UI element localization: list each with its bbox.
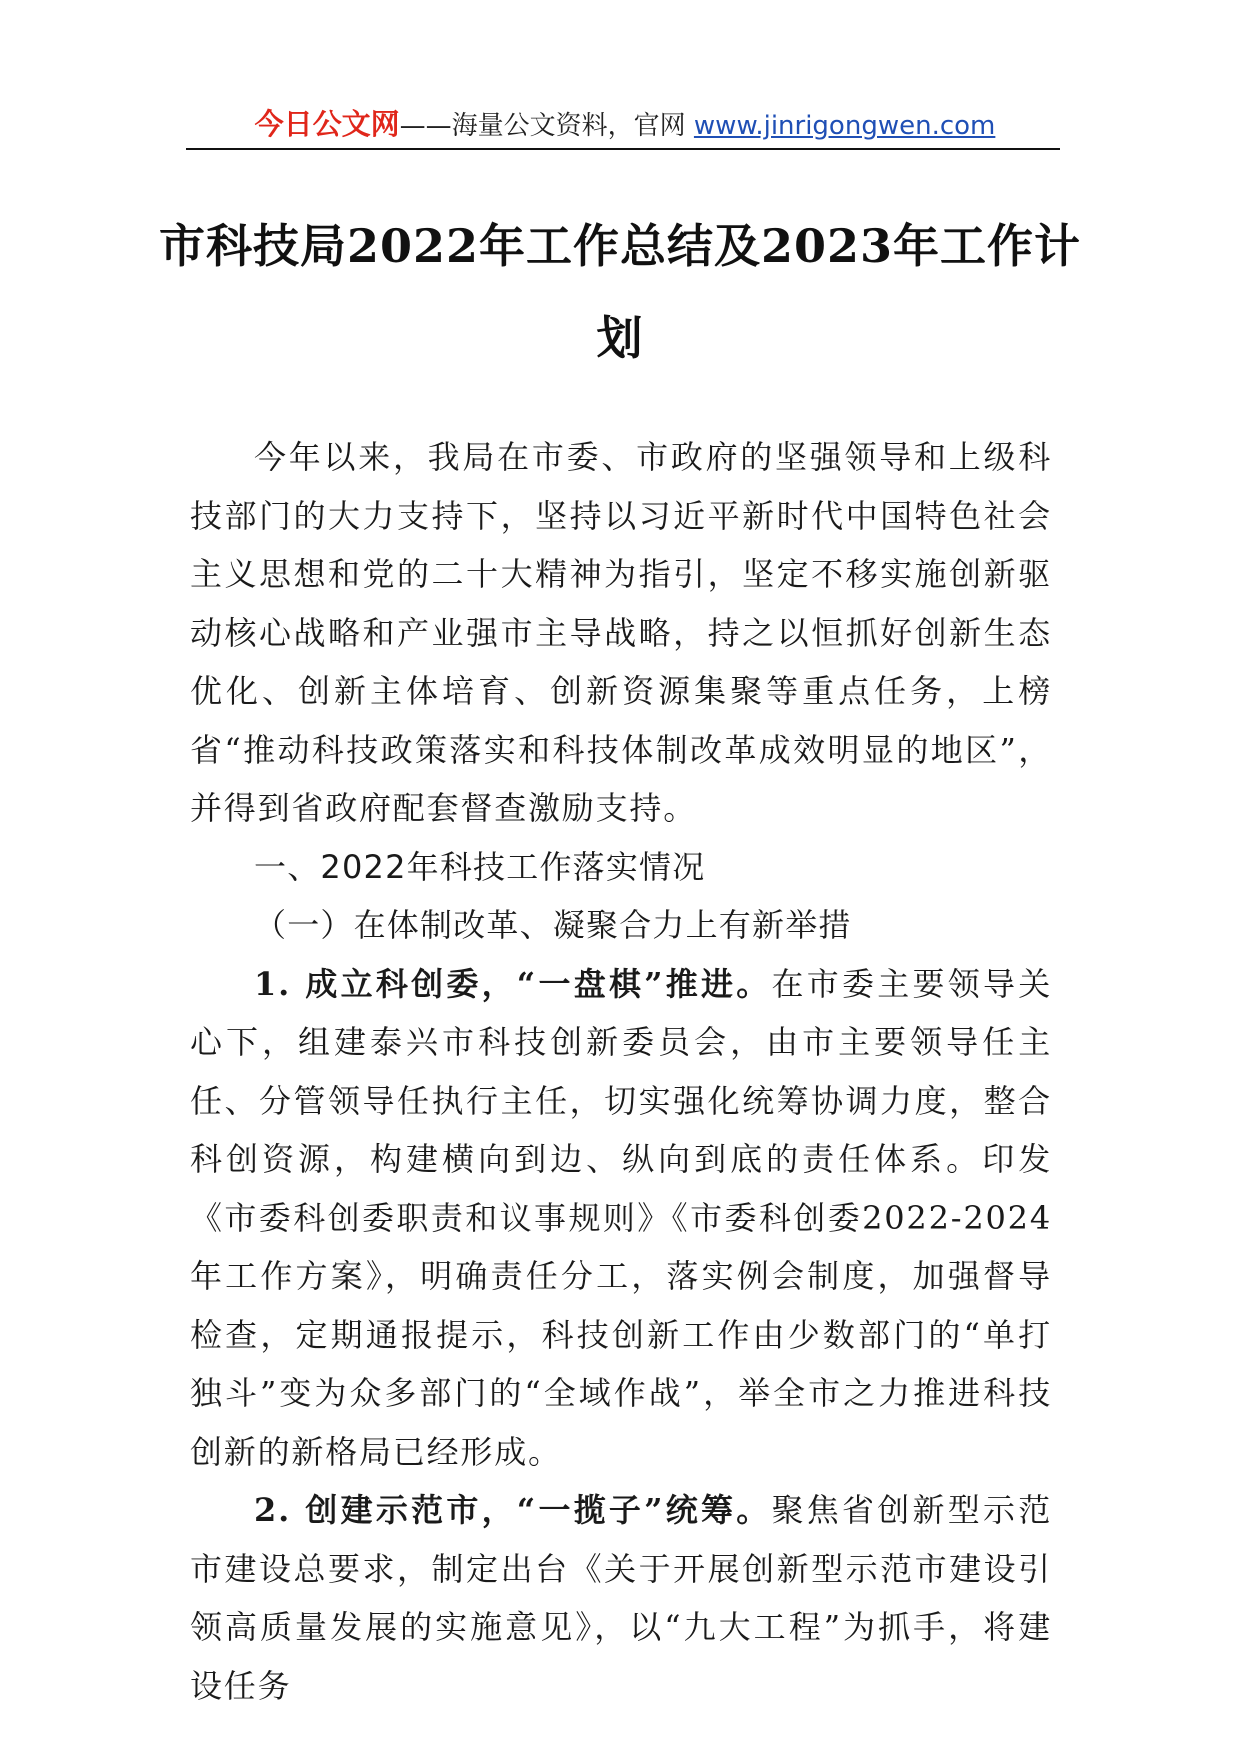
site-header xyxy=(190,104,1060,144)
intro-paragraph: 今年以来，我局在市委、市政府的坚强领导和上级科技部门的大力支持下，坚持以习近平新时代中国特色社会主义思想和党的二十大精神为指引，坚定不移实施创新驱动核心战略和产业强市主导战略，持之以恒抓好创新生态优化、创新主体培育、创新资源集聚等重点任务，上榜省“推动科技政策落实和科技体制改革成效明显的地区”，并得到省政府配套督查激励支持。 xyxy=(190,438,1052,827)
item-heading: 2. 创建示范市，“一揽子”统筹。 xyxy=(254,1491,772,1529)
subsection-heading: （一）在体制改革、凝聚合力上有新举措 xyxy=(254,906,852,944)
header-divider xyxy=(186,148,1060,150)
site-brand[interactable]: 今日公文网 xyxy=(254,107,400,141)
list-item xyxy=(190,1481,1052,1715)
item-heading: 1. 成立科创委，“一盘棋”推进。 xyxy=(254,964,772,1003)
item-body: 在市委主要领导关心下，组建泰兴市科技创新委员会，由市主要领导任主任、分管领导任执行主任，切实强化统筹协调力度，整合科创资源，构建横向到边、纵向到底的责任体系。印发《市委科创委职责和议事规则》《市委科创委2022-2024年工作方案》，明确责任分工，落实例会制度，加强督导检查，定期通报提示，科技创新工作由少数部门的“单打独斗”变为众多部门的“全域作战”，举全市之力推进科技创新的新格局已经形成。 xyxy=(190,964,1052,1471)
list-item xyxy=(190,955,1052,1482)
site-url-link[interactable]: www.jinrigongwen.com xyxy=(693,111,996,141)
section-heading: 一、2022年科技工作落实情况 xyxy=(254,847,706,886)
item-body: 聚焦省创新型示范市建设总要求，制定出台《关于开展创新型示范市建设引领高质量发展的实施意见》，以“九大工程”为抓手，将建设任务 xyxy=(190,1491,1052,1705)
document-title: 市科技局2022年工作总结及2023年工作计划 xyxy=(158,219,1082,365)
document-body xyxy=(190,428,1052,1715)
site-tagline: ——海量公文资料，官网 xyxy=(399,111,694,141)
